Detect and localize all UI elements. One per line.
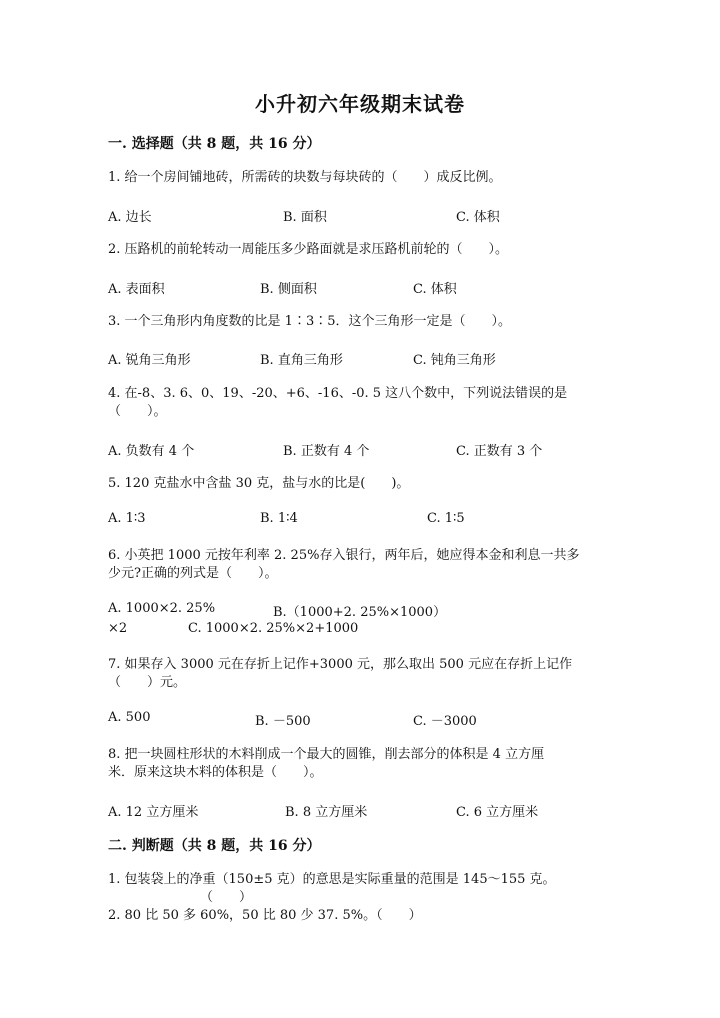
q7-option-b: B. －500 [255,714,311,729]
q6-option-c: C. 1000×2. 25%×2+1000 [188,621,359,636]
judgement-question-2: 2. 80 比 50 多 60%，50 比 80 少 37. 5%。（ ） [108,908,422,923]
q3-option-a: A. 锐角三角形 [108,353,191,368]
section-heading-choice: 一. 选择题（共 8 题，共 16 分） [108,136,321,152]
q4-option-a: A. 负数有 4 个 [108,444,195,459]
q6-option-b-continued: ×2 [108,621,128,636]
q4-option-c: C. 正数有 3 个 [456,444,543,459]
question-7-line-1: 7. 如果存入 3000 元在存折上记作+3000 元，那么取出 500 元应在存折上记作 [108,657,573,672]
question-7-line-2: （ ）元。 [108,675,187,690]
q7-option-c: C. －3000 [413,714,477,729]
section-heading-judgement: 二. 判断题（共 8 题，共 16 分） [108,838,321,854]
q1-option-b: B. 面积 [283,210,327,225]
question-4-line-2: （ ）。 [108,404,167,419]
q2-option-c: C. 体积 [413,282,457,297]
q8-option-a: A. 12 立方厘米 [108,805,199,820]
question-8-line-1: 8. 把一块圆柱形状的木料削成一个最大的圆锥，削去部分的体积是 4 立方厘 [108,747,545,762]
judgement-question-1-line-2: （ ） [200,890,253,905]
q5-option-b: B. 1∶4 [260,511,298,526]
q2-option-a: A. 表面积 [108,282,165,297]
question-1: 1. 给一个房间铺地砖，所需砖的块数与每块砖的（ ）成反比例。 [108,170,502,185]
q5-option-c: C. 1∶5 [427,511,465,526]
q5-option-a: A. 1∶3 [108,511,146,526]
question-5: 5. 120 克盐水中含盐 30 克，盐与水的比是( )。 [108,476,410,491]
question-4-line-1: 4. 在-8、3. 6、0、19、-20、+6、-16、-0. 5 这八个数中，下列说法错误的是 [108,386,568,401]
q3-option-c: C. 钝角三角形 [413,353,496,368]
q1-option-a: A. 边长 [108,210,152,225]
q7-option-a: A. 500 [108,710,151,725]
question-2: 2. 压路机的前轮转动一周能压多少路面就是求压路机前轮的（ ）。 [108,242,509,257]
page-title: 小升初六年级期末试卷 [255,92,465,116]
question-6-line-1: 6. 小英把 1000 元按年利率 2. 25%存入银行，两年后，她应得本金和利息一共多 [108,548,580,563]
q4-option-b: B. 正数有 4 个 [283,444,370,459]
q2-option-b: B. 侧面积 [260,282,317,297]
question-8-line-2: 米．原来这块木料的体积是（ ）。 [108,765,323,780]
question-6-line-2: 少元?正确的列式是（ ）。 [108,566,278,581]
q1-option-c: C. 体积 [456,210,500,225]
question-3: 3. 一个三角形内角度数的比是 1∶3∶5．这个三角形一定是（ ）。 [108,314,511,329]
q3-option-b: B. 直角三角形 [260,353,343,368]
q8-option-c: C. 6 立方厘米 [456,805,539,820]
q8-option-b: B. 8 立方厘米 [285,805,368,820]
q6-option-a: A. 1000×2. 25% [108,601,216,616]
judgement-question-1-line-1: 1. 包装袋上的净重（150±5 克）的意思是实际重量的范围是 145～155 克。 [108,872,556,887]
q6-option-b: B.（1000+2. 25%×1000） [273,605,447,620]
